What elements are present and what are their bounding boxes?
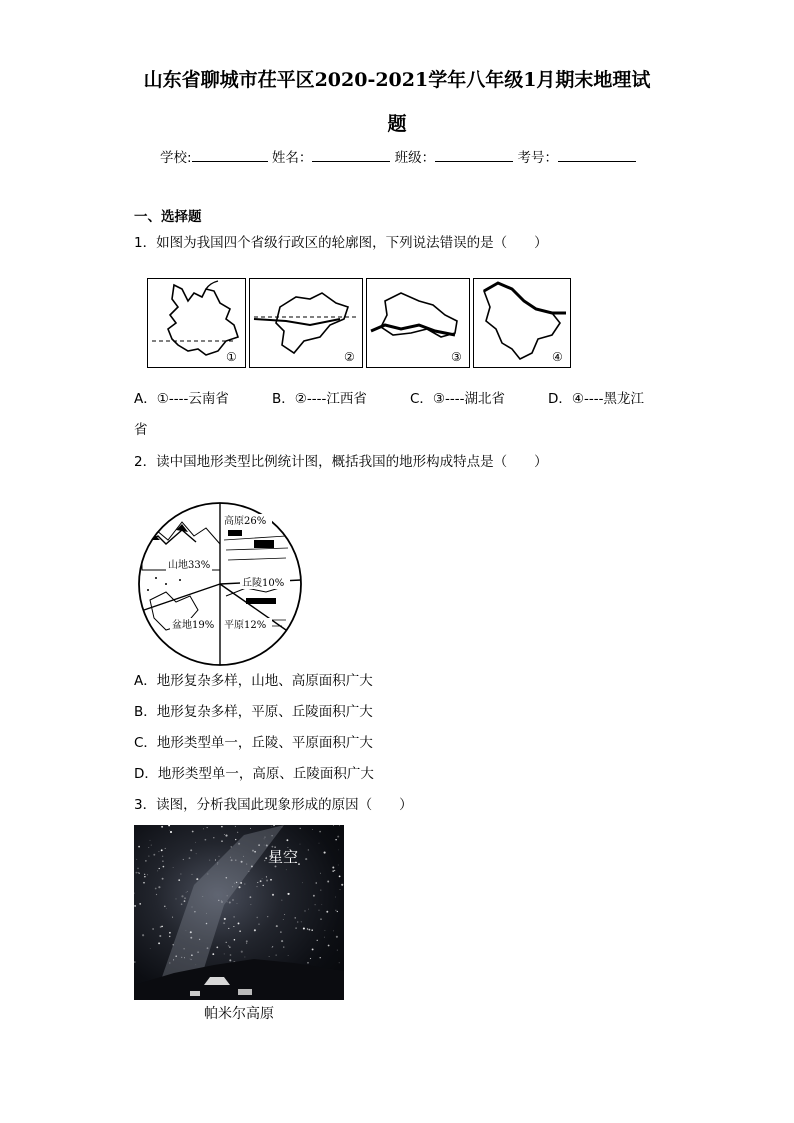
- star: [221, 826, 223, 828]
- name-label: 姓名：: [271, 150, 313, 166]
- star: [160, 926, 162, 928]
- class-label: 班级：: [394, 150, 436, 166]
- star: [266, 876, 267, 877]
- star: [287, 893, 288, 894]
- star: [309, 929, 311, 931]
- star: [196, 878, 198, 880]
- star: [233, 926, 234, 927]
- star: [228, 928, 229, 929]
- star: [145, 860, 146, 861]
- star: [183, 859, 184, 860]
- star: [246, 943, 247, 944]
- star: [246, 940, 248, 942]
- star: [223, 922, 225, 924]
- star: [134, 893, 135, 894]
- star: [227, 902, 228, 903]
- star: [184, 897, 186, 899]
- star: [257, 882, 258, 883]
- star: [340, 889, 341, 890]
- star: [304, 910, 305, 911]
- star: [165, 848, 166, 849]
- star: [233, 916, 234, 917]
- star: [286, 869, 287, 870]
- star: [295, 917, 296, 918]
- star: [316, 882, 317, 883]
- star: [320, 873, 321, 874]
- star: [169, 936, 171, 938]
- star: [137, 868, 139, 870]
- star: [328, 945, 330, 947]
- star: [324, 930, 325, 931]
- star: [239, 930, 241, 932]
- star: [147, 874, 148, 875]
- star: [312, 829, 313, 830]
- star: [321, 904, 322, 905]
- star: [272, 946, 273, 947]
- star: [229, 946, 231, 948]
- star: [229, 901, 231, 903]
- star: [339, 962, 340, 963]
- photo-caption: 帕米尔高原: [204, 1006, 274, 1022]
- star: [263, 885, 264, 886]
- star: [257, 886, 258, 887]
- star: [250, 828, 251, 829]
- pie-label-hill: 丘陵10%: [242, 578, 285, 589]
- star: [162, 856, 163, 857]
- id-label: 考号：: [517, 150, 558, 166]
- star: [267, 916, 268, 917]
- name-blank[interactable]: [312, 147, 390, 162]
- star: [205, 839, 207, 841]
- star: [224, 834, 225, 835]
- star: [317, 940, 318, 941]
- question-1-stem: 1．如图为我国四个省级行政区的轮廓图，下列说法错误的是（ ）: [134, 235, 548, 251]
- star: [276, 955, 277, 956]
- star: [173, 867, 174, 868]
- star: [134, 961, 136, 963]
- star: [324, 937, 325, 938]
- star: [245, 884, 246, 885]
- star: [335, 910, 336, 911]
- star: [334, 870, 335, 871]
- star: [283, 919, 284, 920]
- star: [169, 932, 171, 934]
- star: [260, 880, 262, 882]
- star: [156, 894, 157, 895]
- star: [229, 959, 231, 961]
- pie-label-plain: 平原12%: [224, 620, 267, 631]
- star: [300, 844, 301, 845]
- q2-option-b[interactable]: B．地形复杂多样，平原、丘陵面积广大: [134, 704, 373, 720]
- star: [301, 922, 302, 923]
- star: [224, 918, 226, 920]
- star: [213, 837, 214, 838]
- star: [307, 962, 309, 964]
- pie-label-basin: 盆地19%: [172, 620, 215, 631]
- star: [254, 929, 256, 931]
- star: [266, 880, 268, 882]
- star: [270, 879, 272, 881]
- star: [161, 826, 163, 828]
- star: [288, 955, 289, 956]
- star: [212, 953, 214, 955]
- star: [172, 917, 173, 918]
- star: [286, 839, 288, 841]
- star: [313, 895, 315, 897]
- star: [178, 879, 180, 881]
- star: [337, 950, 338, 951]
- star: [245, 957, 246, 958]
- star: [326, 911, 328, 913]
- school-blank[interactable]: [192, 147, 268, 162]
- star: [257, 917, 258, 918]
- star: [264, 860, 265, 861]
- province-map-2: [249, 278, 363, 368]
- star: [162, 860, 164, 862]
- star: [238, 922, 240, 924]
- q2-option-c[interactable]: C．地形类型单一，丘陵、平原面积广大: [134, 735, 373, 751]
- star: [282, 900, 283, 901]
- star: [339, 876, 341, 878]
- star: [164, 906, 165, 907]
- star: [216, 947, 218, 949]
- star: [138, 846, 140, 848]
- star: [332, 866, 334, 868]
- star: [320, 919, 321, 920]
- student-info-line: [160, 146, 636, 166]
- star: [157, 871, 158, 872]
- pie-label-mountain: 山地33%: [168, 560, 211, 571]
- star: [258, 923, 260, 925]
- star: [265, 857, 267, 859]
- star: [319, 910, 320, 911]
- star: [180, 874, 181, 875]
- map-number-4: ④: [552, 350, 563, 364]
- star: [161, 849, 163, 851]
- star: [280, 931, 281, 932]
- star: [341, 884, 343, 886]
- star: [158, 886, 160, 888]
- star: [228, 945, 229, 946]
- star: [158, 851, 159, 852]
- star: [272, 894, 274, 896]
- star: [235, 826, 236, 827]
- star: [311, 929, 313, 931]
- star: [152, 928, 154, 930]
- star: [238, 886, 240, 888]
- star: [319, 831, 321, 833]
- star: [333, 825, 334, 826]
- star: [196, 853, 197, 854]
- star: [312, 948, 314, 950]
- star: [151, 845, 152, 846]
- star: [271, 826, 272, 827]
- star: [305, 858, 307, 860]
- school-label: 学校:: [160, 150, 192, 166]
- star: [159, 935, 161, 937]
- star: [190, 849, 192, 851]
- star: [308, 909, 309, 910]
- q1-option-c[interactable]: C．③----湖北省: [410, 391, 506, 407]
- star: [215, 859, 216, 860]
- star: [230, 954, 232, 956]
- star: [337, 836, 339, 838]
- star: [262, 878, 263, 879]
- star: [169, 830, 170, 831]
- star: [276, 925, 278, 927]
- pie-label-plateau: 高原26%: [224, 516, 267, 527]
- star: [297, 922, 298, 923]
- star: [333, 931, 334, 932]
- star: [281, 940, 283, 942]
- star: [237, 832, 238, 833]
- star: [144, 876, 145, 877]
- star: [207, 827, 208, 828]
- star: [226, 942, 227, 943]
- star: [337, 911, 338, 912]
- id-blank[interactable]: [558, 147, 636, 162]
- star: [138, 872, 140, 874]
- star: [189, 857, 191, 859]
- exam-title-continued: 题: [387, 113, 407, 135]
- star: [166, 908, 167, 909]
- starry-sky-photo: [134, 825, 344, 1000]
- star: [139, 903, 141, 905]
- star: [241, 951, 243, 953]
- star: [308, 849, 309, 850]
- star: [339, 825, 340, 826]
- star: [181, 903, 183, 905]
- star: [184, 900, 186, 902]
- star: [232, 899, 234, 901]
- map-number-3: ③: [451, 350, 462, 364]
- province-map-4: [473, 278, 571, 368]
- star: [302, 882, 303, 883]
- star: [187, 891, 188, 892]
- star: [324, 852, 326, 854]
- star: [144, 874, 145, 875]
- star: [136, 872, 138, 874]
- star: [175, 898, 176, 899]
- star: [150, 840, 151, 841]
- star: [186, 892, 187, 893]
- exam-title: 山东省聊城市茌平区2020-2021学年八年级1月期末地理试: [143, 69, 651, 91]
- q1-option-d-continued: 省: [134, 422, 148, 438]
- province-map-3: [366, 278, 470, 368]
- star: [234, 939, 236, 941]
- star: [158, 942, 160, 944]
- star: [163, 866, 165, 868]
- star: [295, 927, 297, 929]
- star: [195, 842, 196, 843]
- star: [307, 928, 308, 929]
- star: [269, 956, 270, 957]
- star: [136, 859, 137, 860]
- star: [181, 895, 183, 897]
- star: [283, 947, 284, 948]
- star: [310, 958, 311, 959]
- star: [320, 890, 321, 891]
- star: [338, 865, 339, 866]
- q1-option-b[interactable]: B．②----江西省: [272, 391, 367, 407]
- star: [148, 856, 149, 857]
- star: [168, 825, 170, 826]
- section-heading: 一、选择题: [134, 209, 202, 225]
- question-3-stem: 3．读图，分析我国此现象形成的原因（ ）: [134, 797, 413, 813]
- star: [150, 948, 151, 949]
- star: [134, 905, 136, 907]
- star: [153, 854, 155, 856]
- star: [336, 936, 338, 938]
- star: [148, 847, 149, 848]
- star: [138, 872, 139, 873]
- star: [249, 896, 251, 898]
- class-blank[interactable]: [435, 147, 513, 162]
- terrain-pie-chart: [136, 500, 304, 668]
- star: [191, 874, 192, 875]
- star: [319, 843, 320, 844]
- star: [162, 878, 164, 880]
- star: [225, 835, 227, 837]
- q2-option-d[interactable]: D．地形类型单一，高原、丘陵面积广大: [134, 766, 374, 782]
- q1-option-d[interactable]: D．④----黑龙江: [548, 391, 644, 407]
- question-2-stem: 2．读中国地形类型比例统计图，概括我国的地形构成特点是（ ）: [134, 454, 548, 470]
- star: [320, 957, 321, 958]
- star: [155, 888, 157, 890]
- star: [327, 881, 329, 883]
- star: [237, 903, 238, 904]
- star: [251, 904, 252, 905]
- map-number-1: ①: [226, 350, 237, 364]
- star: [315, 904, 316, 905]
- star: [284, 914, 285, 915]
- star: [192, 831, 194, 833]
- star: [143, 882, 145, 884]
- star: [298, 863, 300, 865]
- star: [335, 897, 336, 898]
- map-number-2: ②: [344, 350, 355, 364]
- star: [235, 839, 236, 840]
- star: [303, 927, 305, 929]
- q2-option-a[interactable]: A．地形复杂多样，山地、高原面积广大: [134, 673, 373, 689]
- star: [224, 953, 225, 954]
- star: [159, 868, 160, 869]
- star: [203, 829, 204, 830]
- star: [209, 860, 210, 861]
- star: [332, 870, 334, 872]
- star: [170, 831, 172, 833]
- star: [218, 856, 219, 857]
- star: [142, 934, 144, 936]
- star: [300, 828, 301, 829]
- province-map-1: [147, 278, 246, 368]
- star: [338, 850, 339, 851]
- star: [335, 839, 336, 840]
- photo-label-starry-sky: 星空: [268, 848, 299, 866]
- q1-option-a[interactable]: A．①----云南省: [134, 391, 229, 407]
- star: [221, 840, 223, 842]
